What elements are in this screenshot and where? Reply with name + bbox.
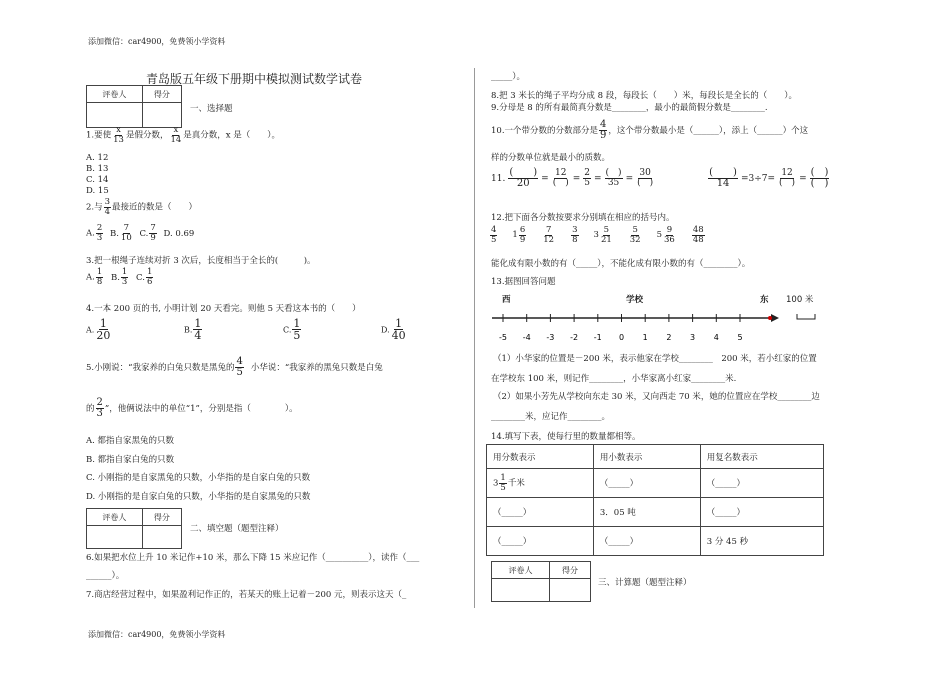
tick-label: 5: [737, 333, 743, 342]
question-6-cont: ______）。: [86, 571, 125, 581]
q12-fraction: $\frac{5}{32}$: [629, 225, 641, 245]
tick-label: 3: [690, 333, 696, 342]
number-line: [485, 305, 825, 345]
q12-fraction: $\frac{3}{8}$: [572, 225, 578, 245]
q4-option-b: B. $\frac{1}{4}$: [184, 317, 202, 342]
q13-sub1-cont: 在学校东 100 米，则记作________，小华家离小红家________米.: [491, 374, 737, 384]
question-5: 5.小刚说：“我家养的白兔只数是黑兔的 $\frac{4}{5}$ 小华说：“我家养的黑兔只数是白兔: [86, 356, 383, 378]
table-cell: 3 分 45 秒: [700, 527, 823, 556]
conversion-table: [486, 444, 824, 556]
q12-fraction: 1 $\frac{6}{9}$: [512, 225, 526, 245]
question-12: 12.把下面各分数按要求分别填在相应的括号内。: [491, 213, 675, 223]
table-cell: 3 $\frac{1}{5}$ 千米: [487, 469, 594, 498]
tick-label: -3: [546, 333, 555, 342]
question-7: 7.商店经营过程中，如果盈利记作正的，若某天的账上记着－200 元，则表示这天（_: [86, 590, 407, 600]
question-6: 6.如果把水位上升 10 米记作+10 米，那么下降 15 米应记作（__________），读作（___: [86, 553, 420, 563]
q13-sub2-cont: ________米，应记作________。: [491, 412, 611, 422]
table-cell: （_____）: [700, 498, 823, 527]
score-box-2: 评卷人 得分: [86, 508, 182, 549]
label-school: 学校: [626, 295, 644, 305]
question-7-cont: _____）。: [491, 72, 526, 82]
option: A. 都指自家黑兔的只数: [86, 436, 175, 446]
option: D. 小刚指的是自家白兔的只数，小华指的是自家黑兔的只数: [86, 491, 311, 502]
q12-fraction: 3 $\frac{5}{21}$: [593, 225, 612, 245]
tick-label: -2: [570, 333, 579, 342]
question-12-answer: 能化成有限小数的有（_____），不能化成有限小数的有（________）。: [491, 259, 751, 269]
q2-options: A. $\frac{2}{3}$ B. $\frac{7}{10}$ C. $\frac{7}{9}$ D. 0.69: [86, 223, 195, 243]
label-east: 东: [760, 295, 769, 305]
question-10-cont: 样的分数单位就是最小的质数。: [491, 153, 611, 163]
option: C. 小刚指的是自家黑兔的只数，小华指的是自家白兔的只数: [86, 473, 311, 483]
reviewer-header: 评卷人: [87, 86, 143, 103]
q5-options: [86, 432, 310, 506]
table-cell: 3．05 吨: [593, 498, 700, 527]
table-cell: （_____）: [487, 527, 594, 556]
question-11: 11. $\frac{( )}{20}$ = $\frac{12}{( )}$ = $\frac{2}{5}$ = $\frac{( )}{35}$ = $\frac{30}{( )}$ $\frac{( )}{14}$ =3÷7= $\frac{12}{( )}$ = $\frac{( )}{( )}$: [491, 167, 829, 189]
q12-fractions: [489, 226, 706, 244]
score-box-1: [86, 85, 182, 128]
section-1-heading: 一、选择题: [190, 104, 233, 114]
question-14: 14.填写下表，使每行里的数量都相等。: [491, 432, 641, 442]
question-2: 2.与 $\frac{3}{4}$ 最接近的数是（ ）: [86, 197, 198, 217]
tick-label: 4: [713, 333, 719, 342]
q4-option-c: C. $\frac{1}{5}$: [283, 317, 301, 342]
fraction: $\frac{x}{13}$: [113, 125, 124, 145]
q12-fraction: 5 $\frac{9}{36}$: [656, 225, 675, 245]
tick-label: -1: [593, 333, 602, 342]
table-cell: （_____）: [487, 498, 594, 527]
table-cell: （_____）: [593, 469, 700, 498]
page-title: 青岛版五年级下册期中模拟测试数学试卷: [146, 72, 363, 86]
q13-sub2: （2）如果小芳先从学校向东走 30 米，又向西走 70 米，她的位置应在学校________边: [493, 392, 820, 402]
table-header: 用复名数表示: [700, 445, 823, 469]
tick-label: 0: [618, 333, 625, 342]
table-cell: （_____）: [593, 527, 700, 556]
q12-fraction: $\frac{4}{5}$: [491, 225, 497, 245]
scale-label: 100 米: [786, 295, 814, 305]
fraction: $\frac{x}{14}$: [170, 125, 182, 145]
tick-label: -5: [499, 333, 507, 342]
watermark-top: 添加微信：car4900，免费领小学资料: [88, 37, 226, 46]
option: A. 12: [86, 153, 109, 163]
q12-fraction: $\frac{48}{48}$: [692, 225, 704, 245]
label-west: 西: [502, 295, 511, 305]
table-header: 用分数表示: [487, 445, 594, 469]
question-4: 4.一本 200 页的书, 小明计划 20 天看完。则他 5 天看这本书的（ ）: [86, 304, 361, 314]
q3-options: A. $\frac{1}{8}$ B. $\frac{1}{3}$ C. $\frac{1}{6}$: [86, 267, 153, 287]
table-header: 用小数表示: [593, 445, 700, 469]
question-1: 1.要使 $\frac{x}{13}$ 是假分数， $\frac{x}{14}$ 是真分数，x 是（ ）。: [86, 125, 281, 145]
q13-sub1: （1）小华家的位置是－200 米，表示他家在学校________ 200 米，若小红家的位置: [493, 354, 817, 364]
table-cell: （_____）: [700, 469, 823, 498]
tick-label: 1: [642, 333, 648, 342]
section-2-heading: 二、填空题（题型注释）: [190, 524, 284, 534]
watermark-bottom: 添加微信：car4900，免费领小学资料: [88, 630, 226, 639]
q4-option-a: A. $\frac{1}{20}$: [86, 317, 111, 342]
question-9: 9.分母是 8 的所有最简真分数是________，最小的最简假分数是________.: [491, 103, 768, 113]
section-3-heading: 三、计算题（题型注释）: [598, 578, 692, 588]
option: B. 13: [86, 164, 109, 174]
q4-option-d: D. $\frac{1}{40}$: [381, 317, 406, 342]
question-8: 8.把 3 米长的绳子平均分成 8 段，每段长（ ）米，每段长是全长的（ ）。: [491, 91, 797, 101]
question-10: 10.一个带分数的分数部分是 $\frac{4}{9}$ ，这个带分数最小是（______），添上（______）个这: [491, 119, 809, 141]
tick-label: 2: [666, 333, 672, 342]
option: B. 都指自家白兔的只数: [86, 454, 175, 465]
tick-label: -4: [522, 333, 531, 342]
question-3: 3.把一根绳子连续对折 3 次后，长度相当于全长的( )。: [86, 256, 316, 266]
option: C. 14: [86, 175, 109, 185]
column-divider: [474, 68, 475, 608]
score-header: 得分: [142, 86, 181, 103]
q1-options: [86, 153, 109, 197]
q12-fraction: $\frac{7}{12}$: [543, 225, 555, 245]
question-5-cont: 的 $\frac{2}{3}$ ”，他俩说法中的单位“1”，分别是指（ ）。: [86, 397, 298, 419]
option: D. 15: [86, 186, 109, 196]
question-13: 13.据图回答问题: [491, 277, 556, 287]
score-box-3: 评卷人 得分: [491, 561, 591, 602]
